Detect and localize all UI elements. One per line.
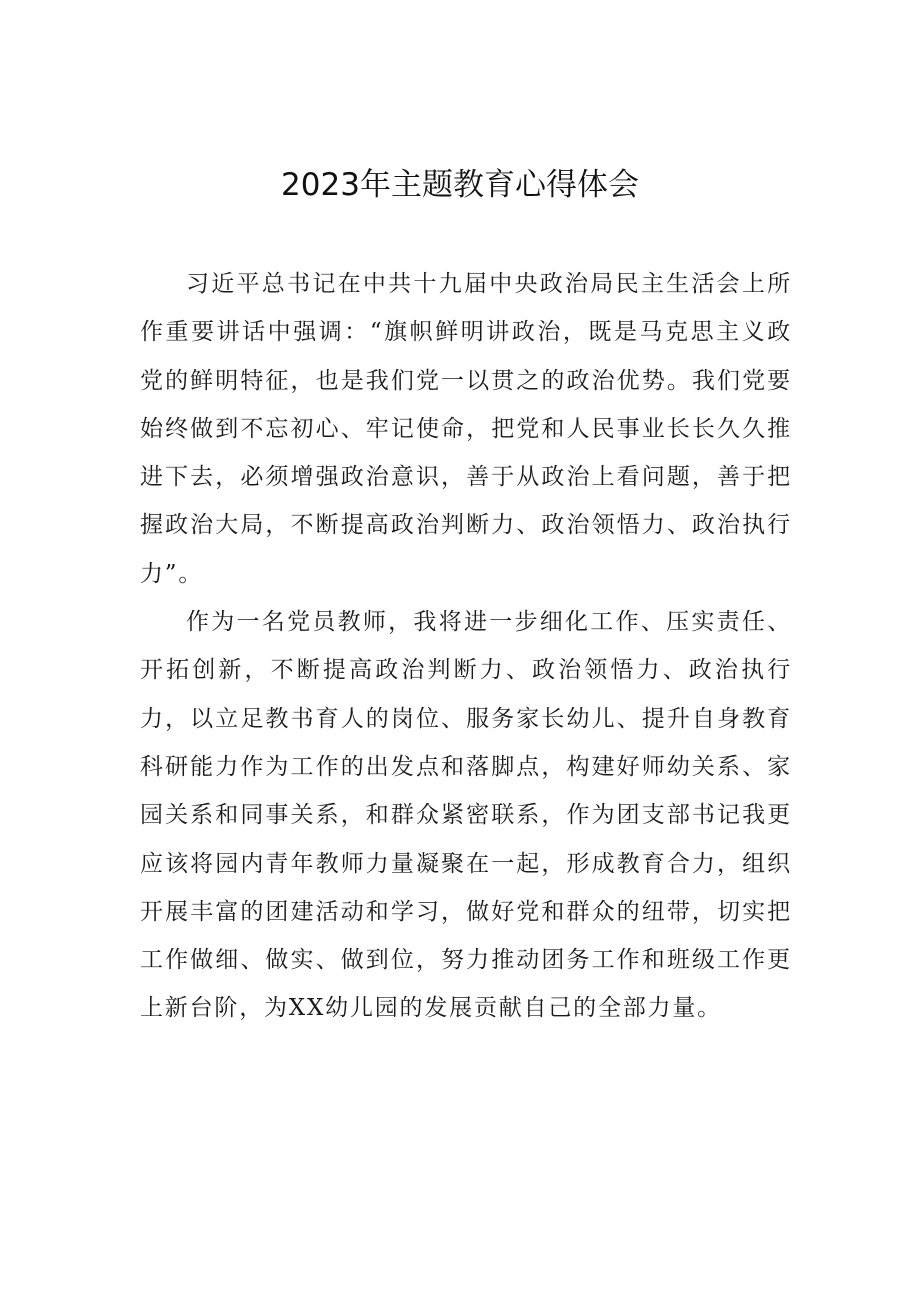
- document-title: 2023年主题教育心得体会: [281, 167, 639, 203]
- paragraph-2: 作为一名党员教师，我将进一步细化工作、压实责任、开拓创新，不断提高政治判断力、政治领悟力、政治执行力，以立足教书育人的岗位、服务家长幼儿、提升自身教育科研能力作为工作的出发点和落脚点，构建好师幼关系、家园关系和同事关系，和群众紧密联系，作为团支部书记我更应该将园内青年教师力量凝聚在一起，形成教育合力，组织开展丰富的团建活动和学习，做好党和群众的纽带，切实把工作做细、做实、做到位，努力推动团务工作和班级工作更上新台阶，为XX幼儿园的发展贡献自己的全部力量。: [140, 609, 792, 1022]
- paragraph-1: 习近平总书记在中共十九届中央政治局民主生活会上所作重要讲话中强调：“旗帜鲜明讲政治，既是马克思主义政党的鲜明特征，也是我们党一以贯之的政治优势。我们党要始终做到不忘初心、牢记使命，把党和人民事业长长久久推进下去，必须增强政治意识，善于从政治上看问题，善于把握政治大局，不断提高政治判断力、政治领悟力、政治执行力”。: [140, 271, 792, 587]
- document-body: [140, 260, 792, 1033]
